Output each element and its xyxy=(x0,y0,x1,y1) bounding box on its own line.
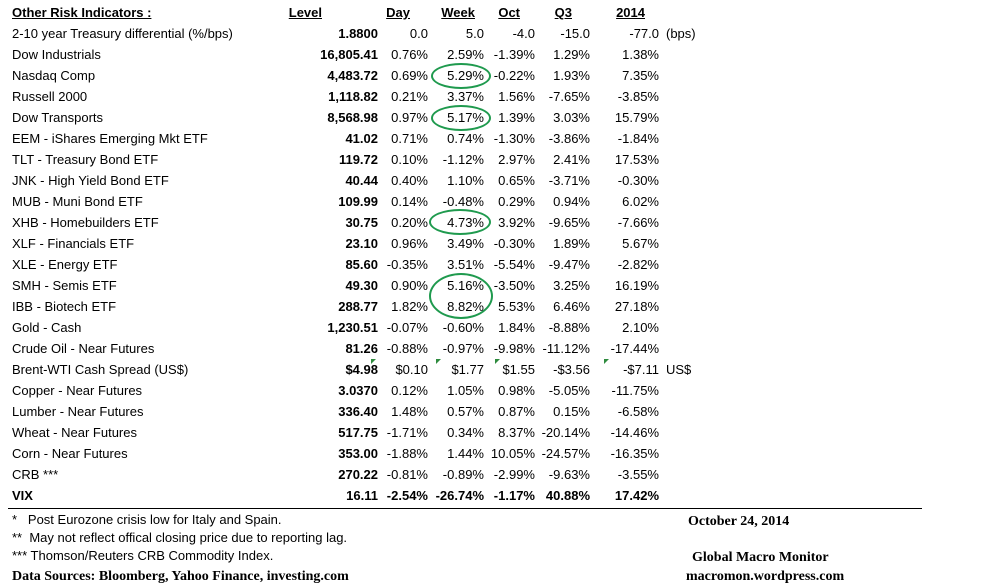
cell-day: 0.97% xyxy=(391,110,428,125)
row-label: Wheat - Near Futures xyxy=(12,425,137,440)
cell-week: 2.59% xyxy=(447,47,484,62)
cell-week: 0.57% xyxy=(447,404,484,419)
cell-ytd: -3.55% xyxy=(617,467,659,482)
cell-ytd: -6.58% xyxy=(617,404,659,419)
cell-level: 41.02 xyxy=(345,131,378,146)
cell-week: 5.29% xyxy=(447,68,484,83)
cell-day: -0.35% xyxy=(386,257,428,272)
row-label: TLT - Treasury Bond ETF xyxy=(12,152,159,167)
cell-day: -1.88% xyxy=(386,446,428,461)
row-label: JNK - High Yield Bond ETF xyxy=(12,173,169,188)
cell-week: -0.60% xyxy=(442,320,484,335)
unit-label: US$ xyxy=(666,362,692,377)
cell-oct: 10.05% xyxy=(490,446,535,461)
cell-day: 1.48% xyxy=(391,404,428,419)
cell-ytd: -17.44% xyxy=(610,341,659,356)
cell-oct: -9.98% xyxy=(493,341,535,356)
cell-level: 1,230.51 xyxy=(327,320,378,335)
comment-marker-icon xyxy=(495,359,500,364)
cell-level: 49.30 xyxy=(345,278,378,293)
cell-level: 517.75 xyxy=(338,425,378,440)
cell-q3: -9.65% xyxy=(548,215,590,230)
cell-day: 0.96% xyxy=(391,236,428,251)
cell-level: 30.75 xyxy=(345,215,378,230)
cell-day: 0.21% xyxy=(391,89,428,104)
cell-oct: 0.29% xyxy=(498,194,535,209)
cell-oct: 3.92% xyxy=(498,215,535,230)
cell-day: 0.76% xyxy=(391,47,428,62)
cell-q3: -11.12% xyxy=(542,341,590,356)
row-label: Gold - Cash xyxy=(12,320,82,335)
row-label: XLF - Financials ETF xyxy=(12,236,135,251)
row-label: EEM - iShares Emerging Mkt ETF xyxy=(12,131,208,146)
cell-q3: 2.41% xyxy=(553,152,590,167)
comment-marker-icon xyxy=(604,359,609,364)
cell-ytd: -77.0 xyxy=(629,26,659,41)
cell-ytd: -1.84% xyxy=(617,131,659,146)
cell-day: -1.71% xyxy=(386,425,428,440)
cell-week: 5.0 xyxy=(465,26,484,41)
cell-ytd: 15.79% xyxy=(614,110,659,125)
row-label: Lumber - Near Futures xyxy=(12,404,144,419)
cell-q3: -24.57% xyxy=(541,446,590,461)
cell-ytd: -11.75% xyxy=(611,383,659,398)
cell-ytd: 7.35% xyxy=(622,68,659,83)
row-label: 2-10 year Treasury differential (%/bps) xyxy=(12,26,233,41)
cell-oct: -1.30% xyxy=(493,131,535,146)
cell-level: 4,483.72 xyxy=(327,68,378,83)
cell-level: $4.98 xyxy=(345,362,378,377)
cell-oct: 2.97% xyxy=(498,152,535,167)
cell-q3: 1.29% xyxy=(553,47,590,62)
cell-day: -0.81% xyxy=(386,467,428,482)
cell-ytd: -3.85% xyxy=(617,89,659,104)
column-header: 2014 xyxy=(616,5,645,20)
cell-oct: 0.65% xyxy=(498,173,535,188)
brand-name: Global Macro Monitor xyxy=(692,550,829,565)
cell-oct: 0.98% xyxy=(498,383,535,398)
cell-level: 81.26 xyxy=(345,341,378,356)
column-header: Q3 xyxy=(554,5,572,20)
cell-oct: 1.56% xyxy=(498,89,535,104)
cell-day: 0.40% xyxy=(391,173,428,188)
cell-q3: -3.71% xyxy=(548,173,590,188)
row-label: IBB - Biotech ETF xyxy=(12,299,117,314)
cell-ytd: 2.10% xyxy=(622,320,659,335)
cell-oct: 5.53% xyxy=(498,299,535,314)
cell-oct: 0.87% xyxy=(498,404,535,419)
cell-week: -0.89% xyxy=(442,467,484,482)
cell-day: 0.14% xyxy=(391,194,428,209)
cell-week: 1.44% xyxy=(447,446,484,461)
cell-day: 0.10% xyxy=(391,152,428,167)
cell-q3: -8.88% xyxy=(548,320,590,335)
cell-level: 336.40 xyxy=(338,404,378,419)
cell-week: 5.17% xyxy=(447,110,484,125)
cell-oct: -1.17% xyxy=(493,488,535,503)
cell-level: 16,805.41 xyxy=(320,47,378,62)
cell-q3: 40.88% xyxy=(545,488,590,503)
cell-day: -0.07% xyxy=(386,320,428,335)
row-label: Dow Transports xyxy=(12,110,104,125)
cell-q3: 0.94% xyxy=(553,194,590,209)
row-label: Crude Oil - Near Futures xyxy=(12,341,155,356)
cell-level: 23.10 xyxy=(345,236,378,251)
footnote: *** Thomson/Reuters CRB Commodity Index. xyxy=(12,548,274,563)
cell-week: 4.73% xyxy=(447,215,484,230)
cell-oct: -0.22% xyxy=(493,68,535,83)
highlight-circle xyxy=(431,105,491,131)
cell-q3: -20.14% xyxy=(541,425,590,440)
row-label: Copper - Near Futures xyxy=(12,383,143,398)
cell-oct: 8.37% xyxy=(498,425,535,440)
cell-oct: $1.55 xyxy=(502,362,535,377)
cell-day: 0.12% xyxy=(391,383,428,398)
cell-q3: -$3.56 xyxy=(553,362,590,377)
column-header: Level xyxy=(288,5,322,20)
cell-q3: -9.63% xyxy=(548,467,590,482)
cell-level: 119.72 xyxy=(338,152,378,167)
cell-week: -26.74% xyxy=(435,488,484,503)
cell-level: 8,568.98 xyxy=(327,110,378,125)
cell-level: 1.8800 xyxy=(338,26,378,41)
cell-oct: 1.39% xyxy=(498,110,535,125)
cell-level: 16.11 xyxy=(346,488,378,503)
cell-level: 85.60 xyxy=(345,257,378,272)
cell-ytd: 6.02% xyxy=(622,194,659,209)
cell-q3: -3.86% xyxy=(548,131,590,146)
cell-ytd: -0.30% xyxy=(617,173,659,188)
row-label: Dow Industrials xyxy=(12,47,101,62)
cell-week: 1.10% xyxy=(447,173,484,188)
cell-week: 0.74% xyxy=(447,131,484,146)
cell-day: 0.90% xyxy=(391,278,428,293)
row-label: SMH - Semis ETF xyxy=(12,278,117,293)
row-label: XLE - Energy ETF xyxy=(12,257,118,272)
cell-week: 8.82% xyxy=(447,299,484,314)
cell-level: 3.0370 xyxy=(338,383,378,398)
cell-q3: 0.15% xyxy=(553,404,590,419)
row-label: CRB *** xyxy=(12,467,59,482)
cell-week: 0.34% xyxy=(447,425,484,440)
row-label: Russell 2000 xyxy=(12,89,88,104)
cell-ytd: 17.42% xyxy=(614,488,659,503)
cell-q3: -5.05% xyxy=(548,383,590,398)
cell-week: -0.97% xyxy=(442,341,484,356)
highlight-circle xyxy=(431,63,491,89)
row-label: MUB - Muni Bond ETF xyxy=(12,194,143,209)
highlight-circle xyxy=(429,273,493,319)
cell-ytd: 16.19% xyxy=(614,278,659,293)
cell-week: 3.49% xyxy=(447,236,484,251)
cell-q3: 3.25% xyxy=(553,278,590,293)
cell-ytd: -16.35% xyxy=(610,446,659,461)
cell-oct: 1.84% xyxy=(498,320,535,335)
comment-marker-icon xyxy=(436,359,441,364)
cell-week: 5.16% xyxy=(447,278,484,293)
cell-level: 40.44 xyxy=(345,173,378,188)
cell-week: $1.77 xyxy=(451,362,484,377)
cell-week: 1.05% xyxy=(447,383,484,398)
footnote: ** May not reflect offical closing price due to reporting lag. xyxy=(12,530,348,545)
row-label: Corn - Near Futures xyxy=(12,446,128,461)
cell-ytd: 5.67% xyxy=(622,236,659,251)
cell-day: -2.54% xyxy=(386,488,428,503)
cell-ytd: -$7.11 xyxy=(623,362,659,377)
column-header: Day xyxy=(386,5,410,20)
cell-level: 109.99 xyxy=(338,194,378,209)
cell-oct: -3.50% xyxy=(493,278,535,293)
cell-level: 288.77 xyxy=(338,299,378,314)
unit-label: (bps) xyxy=(666,26,696,41)
cell-ytd: -2.82% xyxy=(617,257,659,272)
cell-level: 270.22 xyxy=(338,467,378,482)
cell-oct: -4.0 xyxy=(512,26,535,41)
data-sources: Data Sources: Bloomberg, Yahoo Finance, investing.com xyxy=(12,569,349,584)
cell-ytd: 1.38% xyxy=(622,47,659,62)
cell-day: 0.71% xyxy=(391,131,428,146)
cell-day: 0.20% xyxy=(391,215,428,230)
cell-day: 0.0 xyxy=(409,26,428,41)
header-title: Other Risk Indicators : xyxy=(12,5,152,20)
cell-oct: -2.99% xyxy=(493,467,535,482)
cell-oct: -1.39% xyxy=(493,47,535,62)
brand-site: macromon.wordpress.com xyxy=(686,569,845,584)
footnote: * Post Eurozone crisis low for Italy and Spain. xyxy=(12,512,282,527)
cell-q3: 1.89% xyxy=(553,236,590,251)
cell-week: 3.51% xyxy=(447,257,484,272)
row-label: XHB - Homebuilders ETF xyxy=(12,215,159,230)
table-bottom-rule xyxy=(8,508,922,509)
cell-ytd: 17.53% xyxy=(614,152,659,167)
cell-week: 3.37% xyxy=(447,89,484,104)
cell-week: -1.12% xyxy=(442,152,484,167)
report-date: October 24, 2014 xyxy=(688,514,790,529)
cell-q3: -9.47% xyxy=(548,257,590,272)
cell-day: 1.82% xyxy=(391,299,428,314)
cell-level: 353.00 xyxy=(338,446,378,461)
cell-oct: -0.30% xyxy=(493,236,535,251)
row-label: Brent-WTI Cash Spread (US$) xyxy=(12,362,189,377)
cell-ytd: -14.46% xyxy=(610,425,659,440)
cell-day: -0.88% xyxy=(386,341,428,356)
cell-day: $0.10 xyxy=(395,362,428,377)
cell-q3: -7.65% xyxy=(548,89,590,104)
row-label: VIX xyxy=(12,488,33,503)
cell-oct: -5.54% xyxy=(493,257,535,272)
cell-day: 0.69% xyxy=(391,68,428,83)
row-label: Nasdaq Comp xyxy=(12,68,96,83)
cell-week: -0.48% xyxy=(442,194,484,209)
cell-q3: -15.0 xyxy=(560,26,590,41)
cell-q3: 6.46% xyxy=(553,299,590,314)
cell-ytd: 27.18% xyxy=(614,299,659,314)
highlight-circle xyxy=(429,209,491,235)
comment-marker-icon xyxy=(371,359,376,364)
cell-q3: 1.93% xyxy=(553,68,590,83)
cell-q3: 3.03% xyxy=(553,110,590,125)
cell-level: 1,118.82 xyxy=(328,89,378,104)
cell-ytd: -7.66% xyxy=(617,215,659,230)
column-header: Week xyxy=(441,5,475,20)
column-header: Oct xyxy=(498,5,520,20)
